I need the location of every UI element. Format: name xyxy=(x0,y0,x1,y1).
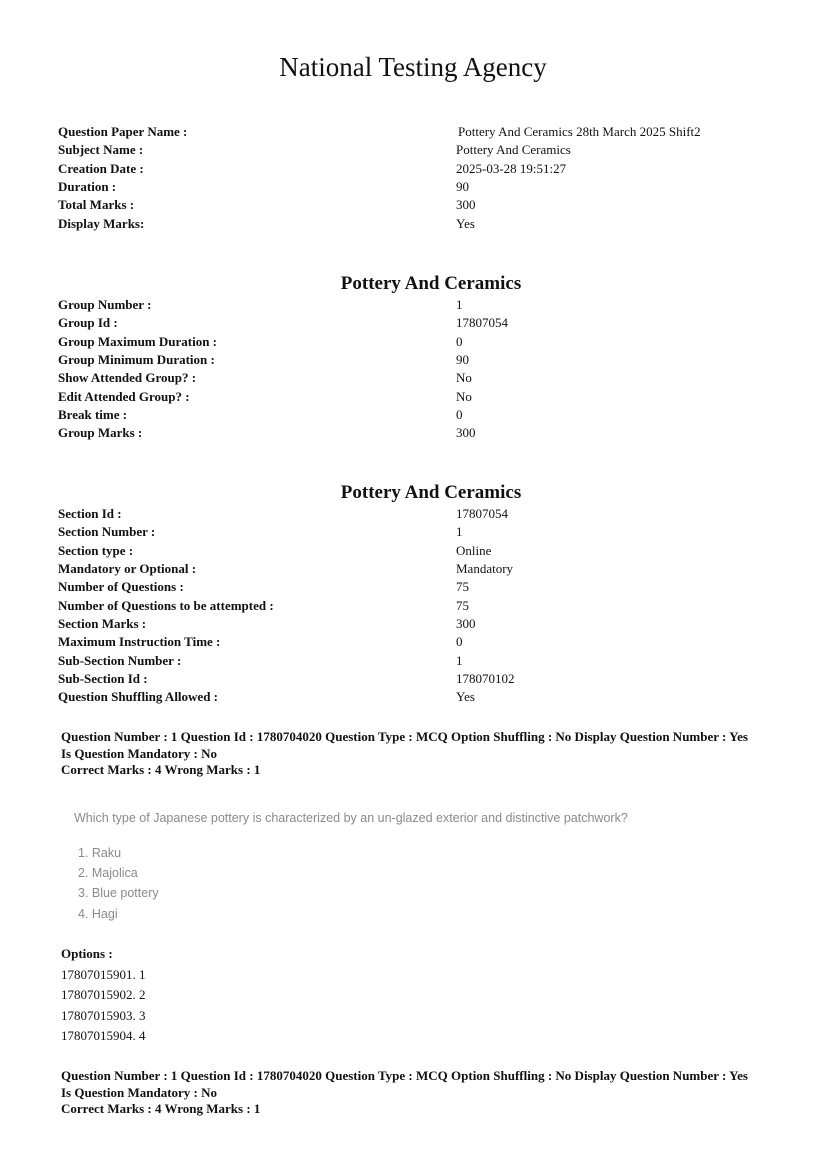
info-value: 90 xyxy=(456,179,469,195)
section-value: 178070102 xyxy=(456,670,515,686)
section-label: Section Id : xyxy=(58,506,122,522)
section-label: Section Marks : xyxy=(58,615,147,631)
group-row xyxy=(58,424,778,442)
page-title: National Testing Agency xyxy=(279,52,547,82)
section-value: 300 xyxy=(456,615,476,631)
group-label: Group Maximum Duration : xyxy=(58,333,218,349)
group-title: Pottery And Ceramics xyxy=(340,273,522,294)
question-mandatory-line: Is Question Mandatory : No xyxy=(61,1084,218,1100)
section-row xyxy=(58,505,778,523)
section-value: 75 xyxy=(456,597,469,613)
section-title: Pottery And Ceramics xyxy=(340,482,522,503)
group-info-table xyxy=(58,296,778,442)
section-label: Maximum Instruction Time : xyxy=(58,634,221,650)
section-value: 0 xyxy=(456,634,463,650)
question-choice: 3. Blue pottery xyxy=(78,886,159,901)
paper-info-row xyxy=(58,196,778,214)
question-meta-line: Question Number : 1 Question Id : 1780704020 Question Type : MCQ Option Shuffling : No Display Question Number : Yes xyxy=(61,1068,748,1083)
group-label: Group Id : xyxy=(58,315,118,331)
section-value: 75 xyxy=(456,579,469,595)
group-label: Group Minimum Duration : xyxy=(58,352,215,368)
options-list xyxy=(61,965,146,1046)
section-row xyxy=(58,596,778,614)
section-row xyxy=(58,651,778,669)
group-label: Group Number : xyxy=(58,297,152,313)
section-label: Mandatory or Optional : xyxy=(58,561,197,577)
group-row xyxy=(58,333,778,351)
question-header xyxy=(61,729,781,779)
info-value: 2025-03-28 19:51:27 xyxy=(456,160,567,176)
section-info-table xyxy=(58,505,778,706)
section-label: Section Number : xyxy=(58,524,156,540)
section-value: 17807054 xyxy=(456,506,508,522)
section-value: Yes xyxy=(456,689,475,705)
section-row xyxy=(58,633,778,651)
section-label: Sub-Section Id : xyxy=(58,670,148,686)
group-label: Edit Attended Group? : xyxy=(58,388,190,404)
options-label: Options : xyxy=(61,946,113,961)
section-row xyxy=(58,542,778,560)
info-value: Pottery And Ceramics 28th March 2025 Shift2 xyxy=(458,124,701,140)
section-value: 1 xyxy=(456,652,463,668)
info-label: Duration : xyxy=(58,179,117,195)
group-value: No xyxy=(456,370,472,386)
section-row xyxy=(58,578,778,596)
question-marks-line: Correct Marks : 4 Wrong Marks : 1 xyxy=(61,1101,261,1116)
info-value: Pottery And Ceramics xyxy=(456,142,571,158)
question-meta-line: Question Number : 1 Question Id : 1780704020 Question Type : MCQ Option Shuffling : No Display Question Number : Yes xyxy=(61,729,748,744)
option-id: 17807015904. 4 xyxy=(61,1027,146,1043)
section-row xyxy=(58,523,778,541)
question-header xyxy=(61,1068,781,1118)
group-row xyxy=(58,351,778,369)
section-value: 1 xyxy=(456,524,463,540)
question-choice: 2. Majolica xyxy=(78,866,138,881)
section-label: Sub-Section Number : xyxy=(58,652,182,668)
group-value: 1 xyxy=(456,297,463,313)
section-row xyxy=(58,688,778,706)
option-id: 17807015903. 3 xyxy=(61,1007,146,1023)
group-row xyxy=(58,387,778,405)
group-label: Show Attended Group? : xyxy=(58,370,197,386)
group-label: Break time : xyxy=(58,406,128,422)
group-row xyxy=(58,314,778,332)
group-value: No xyxy=(456,388,472,404)
section-value: Mandatory xyxy=(456,561,514,577)
paper-info-row xyxy=(58,123,778,141)
group-value: 17807054 xyxy=(456,315,508,331)
info-label: Display Marks: xyxy=(58,215,145,231)
group-row xyxy=(58,369,778,387)
question-text: Which type of Japanese pottery is characterized by an un-glazed exterior and distinctive patchwork? xyxy=(74,811,628,825)
question-choice: 4. Hagi xyxy=(78,906,118,921)
option-id: 17807015902. 2 xyxy=(61,987,146,1003)
paper-info-row xyxy=(58,178,778,196)
group-label: Group Marks : xyxy=(58,425,143,441)
info-value: 300 xyxy=(456,197,476,213)
section-row xyxy=(58,670,778,688)
group-value: 0 xyxy=(456,333,463,349)
section-row xyxy=(58,615,778,633)
question-choice: 1. Raku xyxy=(78,846,122,860)
group-value: 0 xyxy=(456,406,463,422)
info-value: Yes xyxy=(456,215,475,231)
group-row xyxy=(58,406,778,424)
group-value: 90 xyxy=(456,352,469,368)
question-marks-line: Correct Marks : 4 Wrong Marks : 1 xyxy=(61,762,261,777)
section-label: Section type : xyxy=(58,542,134,558)
info-label: Total Marks : xyxy=(58,197,135,213)
paper-info-table xyxy=(58,123,778,233)
section-row xyxy=(58,560,778,578)
section-label: Question Shuffling Allowed : xyxy=(58,689,219,705)
paper-info-row xyxy=(58,160,778,178)
paper-info-row xyxy=(58,214,778,232)
info-label: Question Paper Name : xyxy=(58,124,188,140)
group-row xyxy=(58,296,778,314)
section-label: Number of Questions to be attempted : xyxy=(58,597,274,613)
question-mandatory-line: Is Question Mandatory : No xyxy=(61,745,218,761)
paper-info-row xyxy=(58,141,778,159)
info-label: Creation Date : xyxy=(58,160,144,176)
section-label: Number of Questions : xyxy=(58,579,184,595)
question-body xyxy=(74,811,694,924)
group-value: 300 xyxy=(456,425,476,441)
option-id: 17807015901. 1 xyxy=(61,967,146,982)
section-value: Online xyxy=(456,542,492,558)
info-label: Subject Name : xyxy=(58,142,144,158)
